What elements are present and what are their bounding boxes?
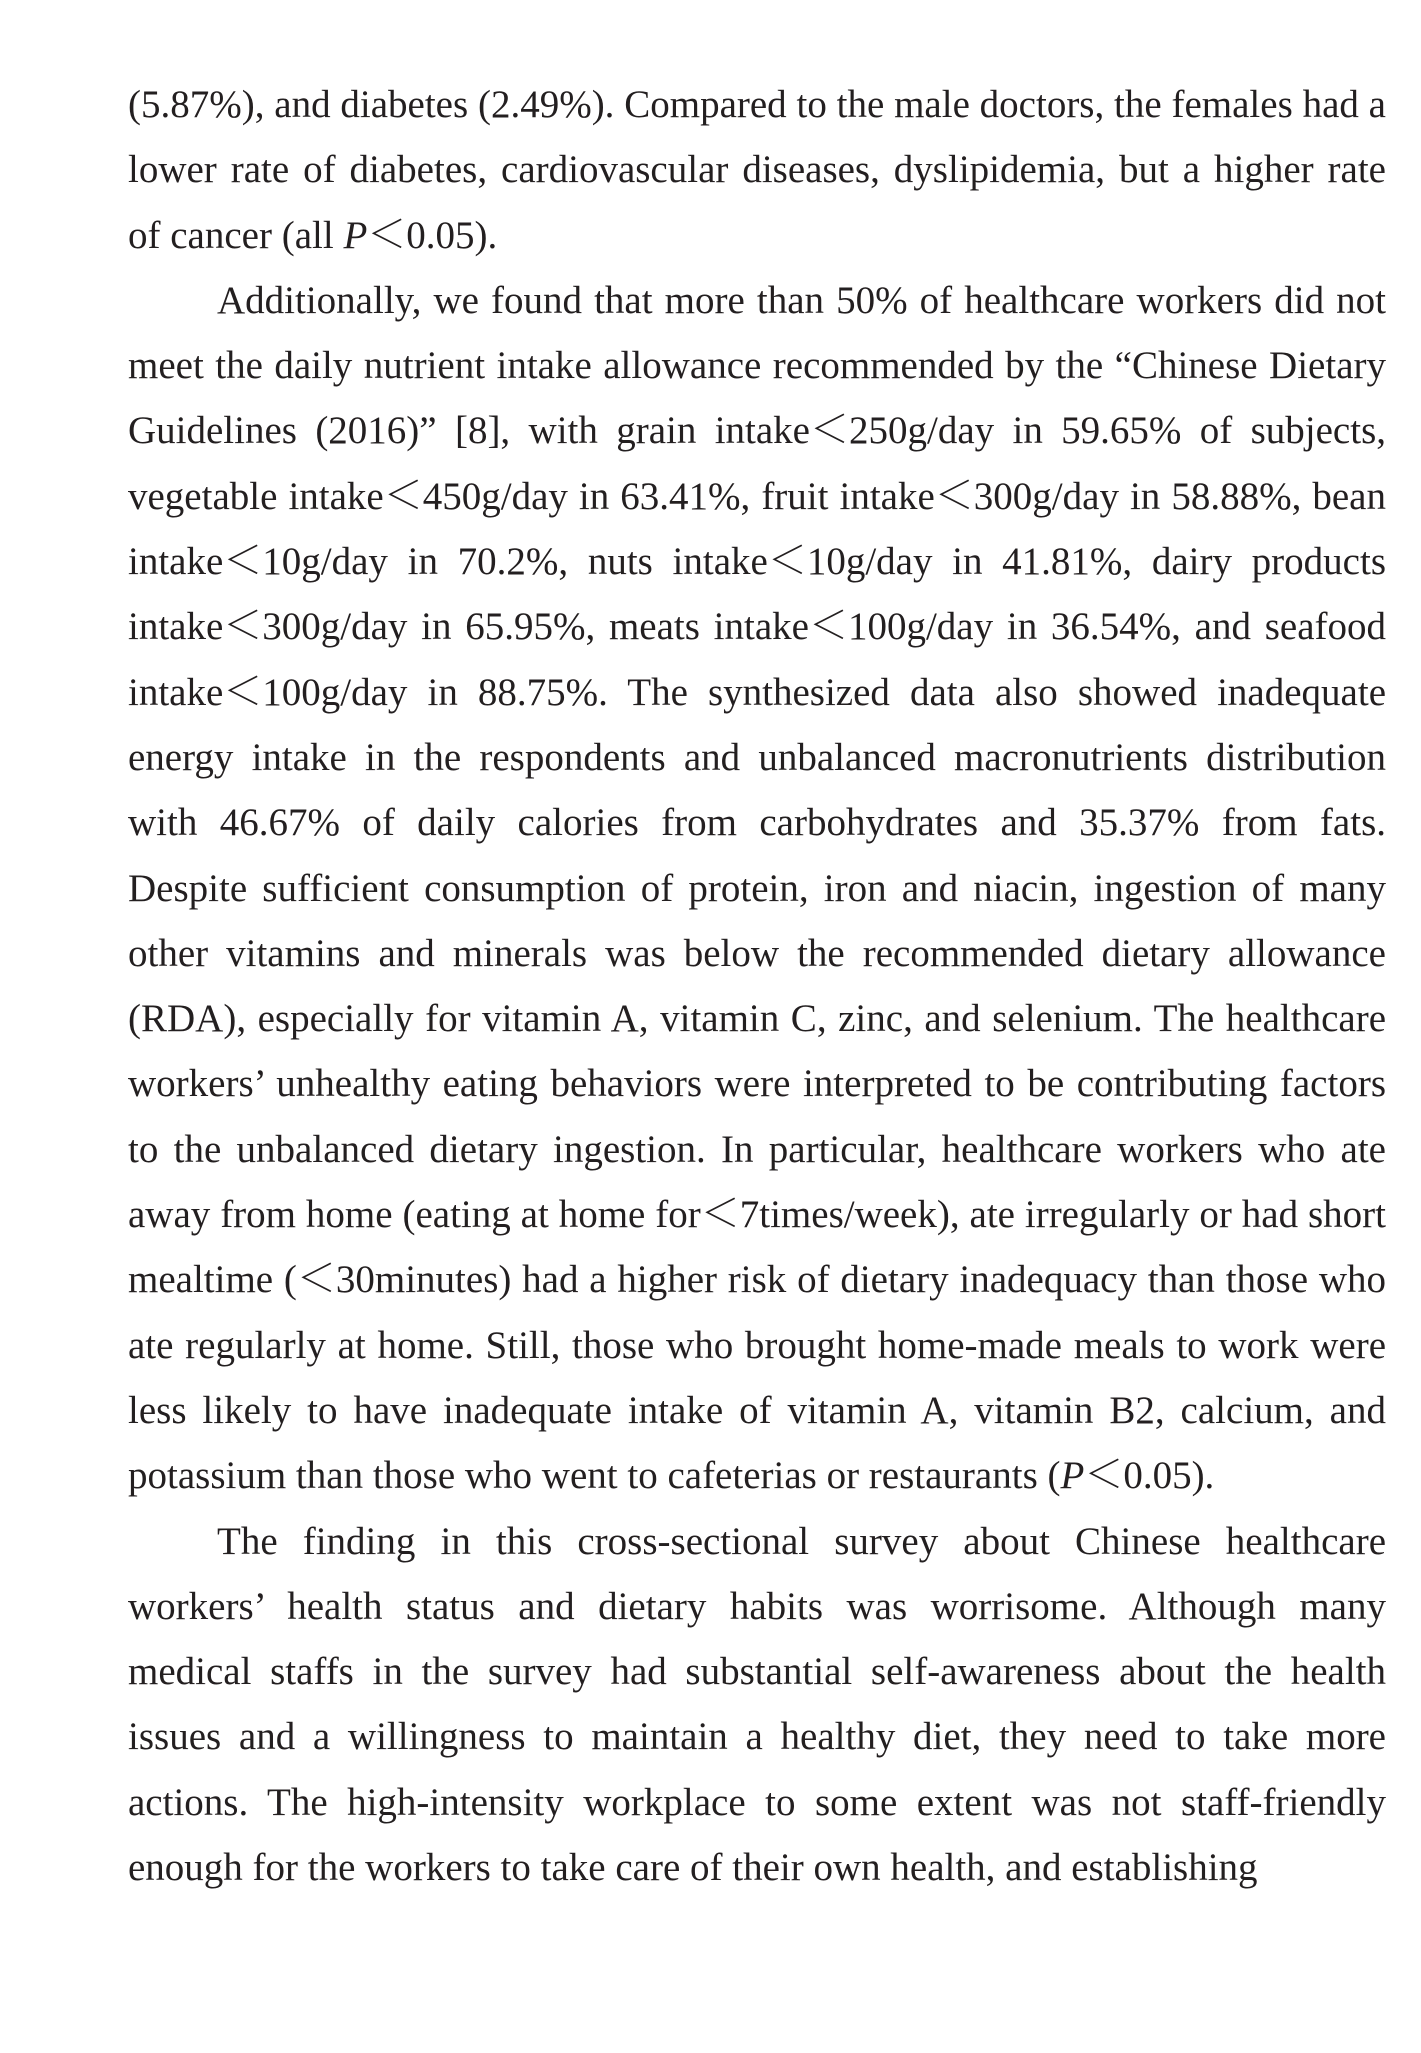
paragraph-nutrient-intake bbox=[128, 268, 1386, 1509]
paragraph-text: ＜0.05). bbox=[1084, 1454, 1215, 1498]
paragraph-text: The finding in this cross-sectional survey about Chinese healthcare workers’ health status and dietary habits was worrisome. Although many medical staffs in the survey had substantial self-awareness about the health issues and a willingness to maintain a healthy diet, they need to take more actions. The high-intensity workplace to some extent was not staff-friendly enough for the workers to take care of their own health, and establishing bbox=[128, 1519, 1386, 1890]
document-body bbox=[128, 72, 1386, 1900]
paragraph-text: (5.87%), and diabetes (2.49%). Compared to the male doctors, the females had a lower rate of diabetes, cardiovascular diseases, dyslipidemia, but a higher rate of cancer (all bbox=[128, 83, 1386, 257]
paragraph-female-rates bbox=[128, 72, 1386, 268]
paragraph-text: Additionally, we found that more than 50% of healthcare workers did not meet the daily nutrient intake allowance recommended by the “Chinese Dietary Guidelines (2016)” [8], with grain intake＜250g/day in 59.65% of subjects, vegetable intake＜450g/day in 63.41%, fruit intake＜300g/day in 58.88%, bean intake＜10g/day in 70.2%, nuts intake＜10g/day in 41.81%, dairy products intake＜300g/day in 65.95%, meats intake＜100g/day in 36.54%, and seafood intake＜100g/day in 88.75%. The synthesized data also showed inadequate energy intake in the respondents and unbalanced macronutrients distribution with 46.67% of daily calories from carbohydrates and 35.37% from fats. Despite sufficient consumption of protein, iron and niacin, ingestion of many other vitamins and minerals was below the recommended dietary allowance (RDA), especially for vitamin A, vitamin C, zinc, and selenium. The healthcare workers’ unhealthy eating behaviors were interpreted to be contributing factors to the unbalanced dietary ingestion. In particular, healthcare workers who ate away from home (eating at home for＜7times/week), ate irregularly or had short mealtime (＜30minutes) had a higher risk of dietary inadequacy than those who ate regularly at home. Still, those who brought home-made meals to work were less likely to have inadequate intake of vitamin A, vitamin B2, calcium, and potassium than those who went to cafeterias or restaurants ( bbox=[128, 278, 1386, 1498]
paragraph-text: ＜0.05). bbox=[367, 213, 498, 257]
paragraph-survey-finding bbox=[128, 1509, 1386, 1901]
p-value-symbol: P bbox=[1060, 1454, 1085, 1498]
p-value-symbol: P bbox=[343, 213, 368, 257]
